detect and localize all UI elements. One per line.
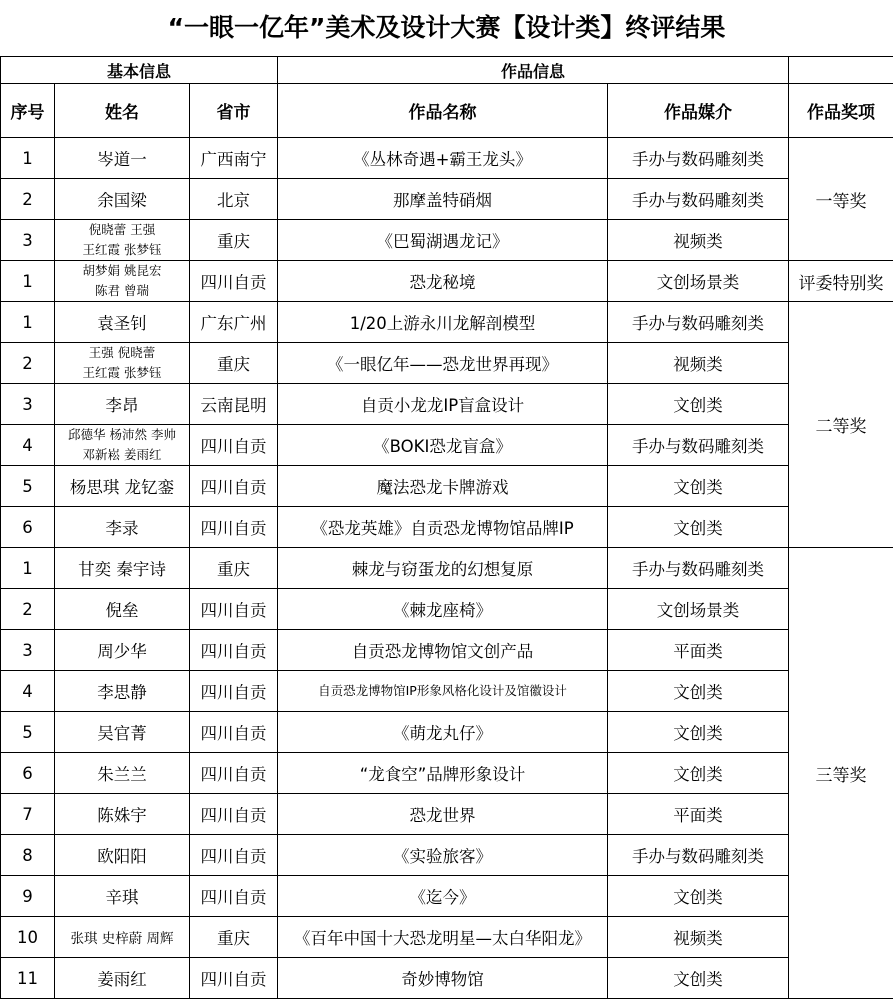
row-medium: 文创类 (608, 671, 789, 712)
row-region: 重庆 (190, 548, 278, 589)
row-region: 重庆 (190, 917, 278, 958)
row-work-title: 《迄今》 (278, 876, 608, 917)
table-row (1, 876, 893, 917)
table-row (1, 425, 893, 466)
row-index: 4 (1, 425, 55, 466)
row-name: 欧阳阳 (55, 835, 190, 876)
row-region: 四川自贡 (190, 958, 278, 999)
row-name: 李思静 (55, 671, 190, 712)
row-name: 张琪 史梓蔚 周辉 (55, 917, 190, 958)
row-medium: 文创类 (608, 958, 789, 999)
table-row (1, 179, 893, 220)
header-index: 序号 (1, 84, 55, 138)
row-name: 辛琪 (55, 876, 190, 917)
row-medium: 平面类 (608, 794, 789, 835)
award-cell: 评委特别奖 (789, 261, 893, 302)
row-index: 5 (1, 712, 55, 753)
row-work-title: 自贡恐龙博物馆IP形象风格化设计及馆徽设计 (278, 671, 608, 712)
row-work-title: 《丛林奇遇+霸王龙头》 (278, 138, 608, 179)
row-index: 7 (1, 794, 55, 835)
group-header-work: 作品信息 (278, 57, 789, 84)
row-medium: 文创类 (608, 753, 789, 794)
row-index: 3 (1, 220, 55, 261)
award-cell: 三等奖 (789, 548, 893, 999)
row-medium: 文创类 (608, 876, 789, 917)
row-medium: 手办与数码雕刻类 (608, 302, 789, 343)
row-region: 四川自贡 (190, 794, 278, 835)
award-cell: 一等奖 (789, 138, 893, 261)
row-medium: 文创类 (608, 466, 789, 507)
table-row (1, 302, 893, 343)
header-medium: 作品媒介 (608, 84, 789, 138)
row-index: 6 (1, 507, 55, 548)
table-row (1, 835, 893, 876)
row-name (55, 425, 190, 466)
row-name: 杨思琪 龙钇銮 (55, 466, 190, 507)
row-medium: 视频类 (608, 343, 789, 384)
row-medium: 视频类 (608, 220, 789, 261)
header-work-title: 作品名称 (278, 84, 608, 138)
table-row (1, 220, 893, 261)
row-region: 四川自贡 (190, 589, 278, 630)
table-row (1, 630, 893, 671)
row-name: 朱兰兰 (55, 753, 190, 794)
row-name: 余国梁 (55, 179, 190, 220)
row-medium: 手办与数码雕刻类 (608, 425, 789, 466)
row-work-title: “龙食空”品牌形象设计 (278, 753, 608, 794)
row-name: 陈姝宇 (55, 794, 190, 835)
row-name (55, 220, 190, 261)
header-award: 作品奖项 (789, 84, 893, 138)
row-index: 5 (1, 466, 55, 507)
row-index: 4 (1, 671, 55, 712)
row-index: 2 (1, 589, 55, 630)
row-index: 2 (1, 343, 55, 384)
row-name: 吴官菁 (55, 712, 190, 753)
row-work-title: 《萌龙丸仔》 (278, 712, 608, 753)
row-region: 四川自贡 (190, 630, 278, 671)
row-name: 姜雨红 (55, 958, 190, 999)
row-medium: 文创类 (608, 507, 789, 548)
row-medium: 手办与数码雕刻类 (608, 548, 789, 589)
row-medium: 手办与数码雕刻类 (608, 138, 789, 179)
column-header-row (1, 84, 893, 138)
row-work-title: 奇妙博物馆 (278, 958, 608, 999)
row-medium: 平面类 (608, 630, 789, 671)
group-header-empty (789, 57, 893, 84)
row-region: 广东广州 (190, 302, 278, 343)
row-name-line: 王红霞 张梦钰 (55, 363, 189, 383)
row-name-line: 邱德华 杨沛然 李帅 (55, 425, 189, 445)
page-title: “一眼一亿年”美术及设计大赛【设计类】终评结果 (0, 0, 893, 56)
table-row (1, 548, 893, 589)
row-index: 10 (1, 917, 55, 958)
row-name: 岑道一 (55, 138, 190, 179)
table-row (1, 917, 893, 958)
header-region: 省市 (190, 84, 278, 138)
row-work-title: 1/20上游永川龙解剖模型 (278, 302, 608, 343)
row-region: 四川自贡 (190, 425, 278, 466)
group-header-row (1, 57, 893, 84)
row-index: 1 (1, 548, 55, 589)
row-work-title: 恐龙秘境 (278, 261, 608, 302)
row-medium: 文创类 (608, 712, 789, 753)
row-work-title: 《恐龙英雄》自贡恐龙博物馆品牌IP (278, 507, 608, 548)
row-index: 1 (1, 138, 55, 179)
row-name (55, 343, 190, 384)
row-index: 1 (1, 302, 55, 343)
row-region: 广西南宁 (190, 138, 278, 179)
row-medium: 手办与数码雕刻类 (608, 835, 789, 876)
row-region: 四川自贡 (190, 507, 278, 548)
row-region: 云南昆明 (190, 384, 278, 425)
row-work-title: 自贡恐龙博物馆文创产品 (278, 630, 608, 671)
row-work-title: 《实验旅客》 (278, 835, 608, 876)
row-region: 四川自贡 (190, 261, 278, 302)
table-row (1, 794, 893, 835)
row-region: 四川自贡 (190, 712, 278, 753)
row-medium: 视频类 (608, 917, 789, 958)
table-row (1, 343, 893, 384)
row-work-title: 魔法恐龙卡牌游戏 (278, 466, 608, 507)
table-row (1, 958, 893, 999)
row-region: 北京 (190, 179, 278, 220)
row-name: 李昂 (55, 384, 190, 425)
row-work-title: 那摩盖特硝烟 (278, 179, 608, 220)
row-name: 袁圣钊 (55, 302, 190, 343)
row-region: 重庆 (190, 343, 278, 384)
row-region: 四川自贡 (190, 835, 278, 876)
row-region: 重庆 (190, 220, 278, 261)
row-work-title: 《棘龙座椅》 (278, 589, 608, 630)
group-header-basic: 基本信息 (1, 57, 278, 84)
row-name-line: 陈君 曾瑞 (55, 281, 189, 301)
row-index: 9 (1, 876, 55, 917)
row-name: 周少华 (55, 630, 190, 671)
row-index: 3 (1, 630, 55, 671)
row-medium: 文创场景类 (608, 261, 789, 302)
row-index: 3 (1, 384, 55, 425)
row-region: 四川自贡 (190, 753, 278, 794)
table-row (1, 261, 893, 302)
row-medium: 文创类 (608, 384, 789, 425)
row-work-title: 《一眼亿年——恐龙世界再现》 (278, 343, 608, 384)
row-work-title: 《BOKI恐龙盲盒》 (278, 425, 608, 466)
table-row (1, 507, 893, 548)
row-index: 11 (1, 958, 55, 999)
row-index: 1 (1, 261, 55, 302)
row-index: 8 (1, 835, 55, 876)
results-table (0, 56, 893, 999)
row-work-title: 《巴蜀湖遇龙记》 (278, 220, 608, 261)
row-region: 四川自贡 (190, 876, 278, 917)
row-work-title: 棘龙与窃蛋龙的幻想复原 (278, 548, 608, 589)
row-name: 倪垒 (55, 589, 190, 630)
award-cell: 二等奖 (789, 302, 893, 548)
row-name-line: 倪晓蕾 王强 (55, 220, 189, 240)
row-region: 四川自贡 (190, 671, 278, 712)
results-table-body (1, 57, 893, 999)
row-name-line: 王红霞 张梦钰 (55, 240, 189, 260)
row-region: 四川自贡 (190, 466, 278, 507)
row-medium: 文创场景类 (608, 589, 789, 630)
row-medium: 手办与数码雕刻类 (608, 179, 789, 220)
row-work-title: 自贡小龙龙IP盲盒设计 (278, 384, 608, 425)
row-name-line: 邓新崧 姜雨红 (55, 445, 189, 465)
row-index: 2 (1, 179, 55, 220)
table-row (1, 671, 893, 712)
row-work-title: 《百年中国十大恐龙明星—太白华阳龙》 (278, 917, 608, 958)
table-row (1, 466, 893, 507)
row-name-line: 王强 倪晓蕾 (55, 343, 189, 363)
table-row (1, 753, 893, 794)
table-row (1, 589, 893, 630)
row-work-title: 恐龙世界 (278, 794, 608, 835)
table-row (1, 384, 893, 425)
row-name: 李录 (55, 507, 190, 548)
row-name (55, 261, 190, 302)
row-name: 甘奕 秦宇诗 (55, 548, 190, 589)
row-name-line: 胡梦娟 姚昆宏 (55, 261, 189, 281)
table-row (1, 138, 893, 179)
table-row (1, 712, 893, 753)
row-index: 6 (1, 753, 55, 794)
header-name: 姓名 (55, 84, 190, 138)
